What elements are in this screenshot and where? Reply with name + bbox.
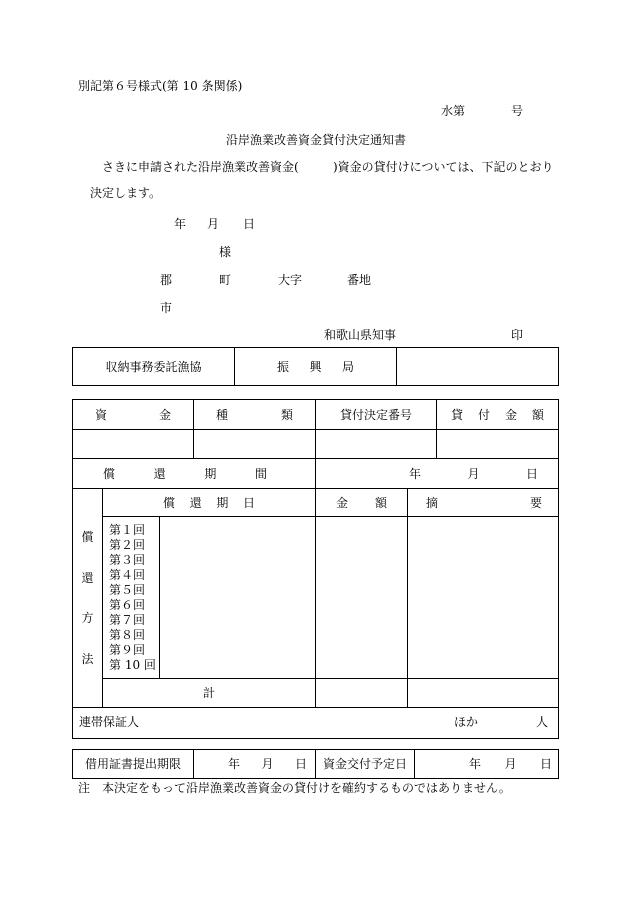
type-value-cell: [194, 430, 316, 459]
joint-guarantor-label: 連帯保証人: [79, 715, 140, 729]
total-amount-cell: [316, 679, 408, 708]
document-number-suffix: 号: [511, 104, 524, 118]
bond-submission-deadline-date: 年 月 日: [194, 750, 316, 779]
list-item: 第 10 回: [109, 658, 156, 672]
fund-disbursement-date: 年 月 日: [415, 750, 559, 779]
list-item: 第５回: [109, 583, 146, 597]
joint-guarantor-row: [73, 708, 559, 739]
list-item: 第３回: [109, 553, 146, 567]
repayment-period-date: 年 月 日: [316, 459, 559, 489]
header-decision-number: 貸付決定番号: [316, 400, 437, 430]
bureau-cell: 振 興 局: [235, 348, 397, 386]
body-text-line1-a: さきに申請された沿岸漁業改善資金(: [102, 160, 299, 174]
header-type: 種 類: [194, 400, 316, 430]
collection-agent-label: 収納事務委託漁協: [73, 348, 235, 386]
document-number-prefix: 水第: [441, 104, 466, 118]
amount-values-cell: [316, 517, 408, 679]
list-item: 第２回: [109, 538, 146, 552]
footer-note: 注 本決定をもって沿岸漁業改善資金の貸付けを確約するものではありません。: [78, 781, 511, 795]
total-label: 計: [103, 679, 316, 708]
notice-day: 日: [243, 217, 256, 231]
document-title: 沿岸漁業改善資金貸付決定通知書: [226, 133, 407, 147]
due-date-values-cell: [160, 517, 316, 679]
header-fund: 資 金: [73, 400, 194, 430]
list-item: 第７回: [109, 613, 146, 627]
loan-detail-table: [72, 399, 559, 739]
recipient-honorific: 様: [219, 245, 232, 259]
decision-number-value-cell: [316, 430, 437, 459]
issuer-seal: 印: [511, 328, 524, 342]
body-text-line2: 決定します。: [90, 186, 162, 200]
address-gun: 郡: [160, 273, 173, 287]
joint-guarantor-unit: 人: [536, 715, 549, 729]
header-loan-amount: 貸 付 金 額: [437, 400, 559, 430]
body-text-line1-b: )資金の貸付けについては、下記のとおり: [333, 160, 554, 174]
joint-guarantor-other: ほか: [454, 715, 479, 729]
address-banchi: 番地: [347, 273, 372, 287]
header-amount: 金 額: [316, 489, 408, 517]
notice-year: 年: [174, 217, 187, 231]
list-item: 第６回: [109, 598, 146, 612]
form-number-label: 別記第６号様式(第 10 条関係): [78, 79, 243, 93]
header-remarks: 摘 要: [408, 489, 559, 517]
installment-list: [103, 517, 160, 679]
total-remarks-cell: [408, 679, 559, 708]
notice-month: 月: [207, 217, 220, 231]
loan-amount-value-cell: [437, 430, 559, 459]
fund-value-cell: [73, 430, 194, 459]
office-table: [72, 347, 559, 386]
fund-disbursement-label: 資金交付予定日: [316, 750, 415, 779]
issuer-name: 和歌山県知事: [324, 328, 397, 342]
remarks-values-cell: [408, 517, 559, 679]
header-due-date: 償 還 期 日: [103, 489, 316, 517]
bond-submission-deadline-label: 借用証書提出期限: [73, 750, 194, 779]
bureau-value-cell: [397, 348, 559, 386]
repayment-period-label: 償 還 期 間: [73, 459, 316, 489]
list-item: 第４回: [109, 568, 146, 582]
address-shi: 市: [160, 301, 173, 315]
deadline-table: [72, 749, 559, 779]
repayment-method-label: 償 還 方 法: [73, 489, 103, 708]
list-item: 第９回: [109, 643, 146, 657]
list-item: 第１回: [109, 523, 146, 537]
address-oaza: 大字: [278, 273, 303, 287]
address-cho: 町: [219, 273, 232, 287]
list-item: 第８回: [109, 628, 146, 642]
